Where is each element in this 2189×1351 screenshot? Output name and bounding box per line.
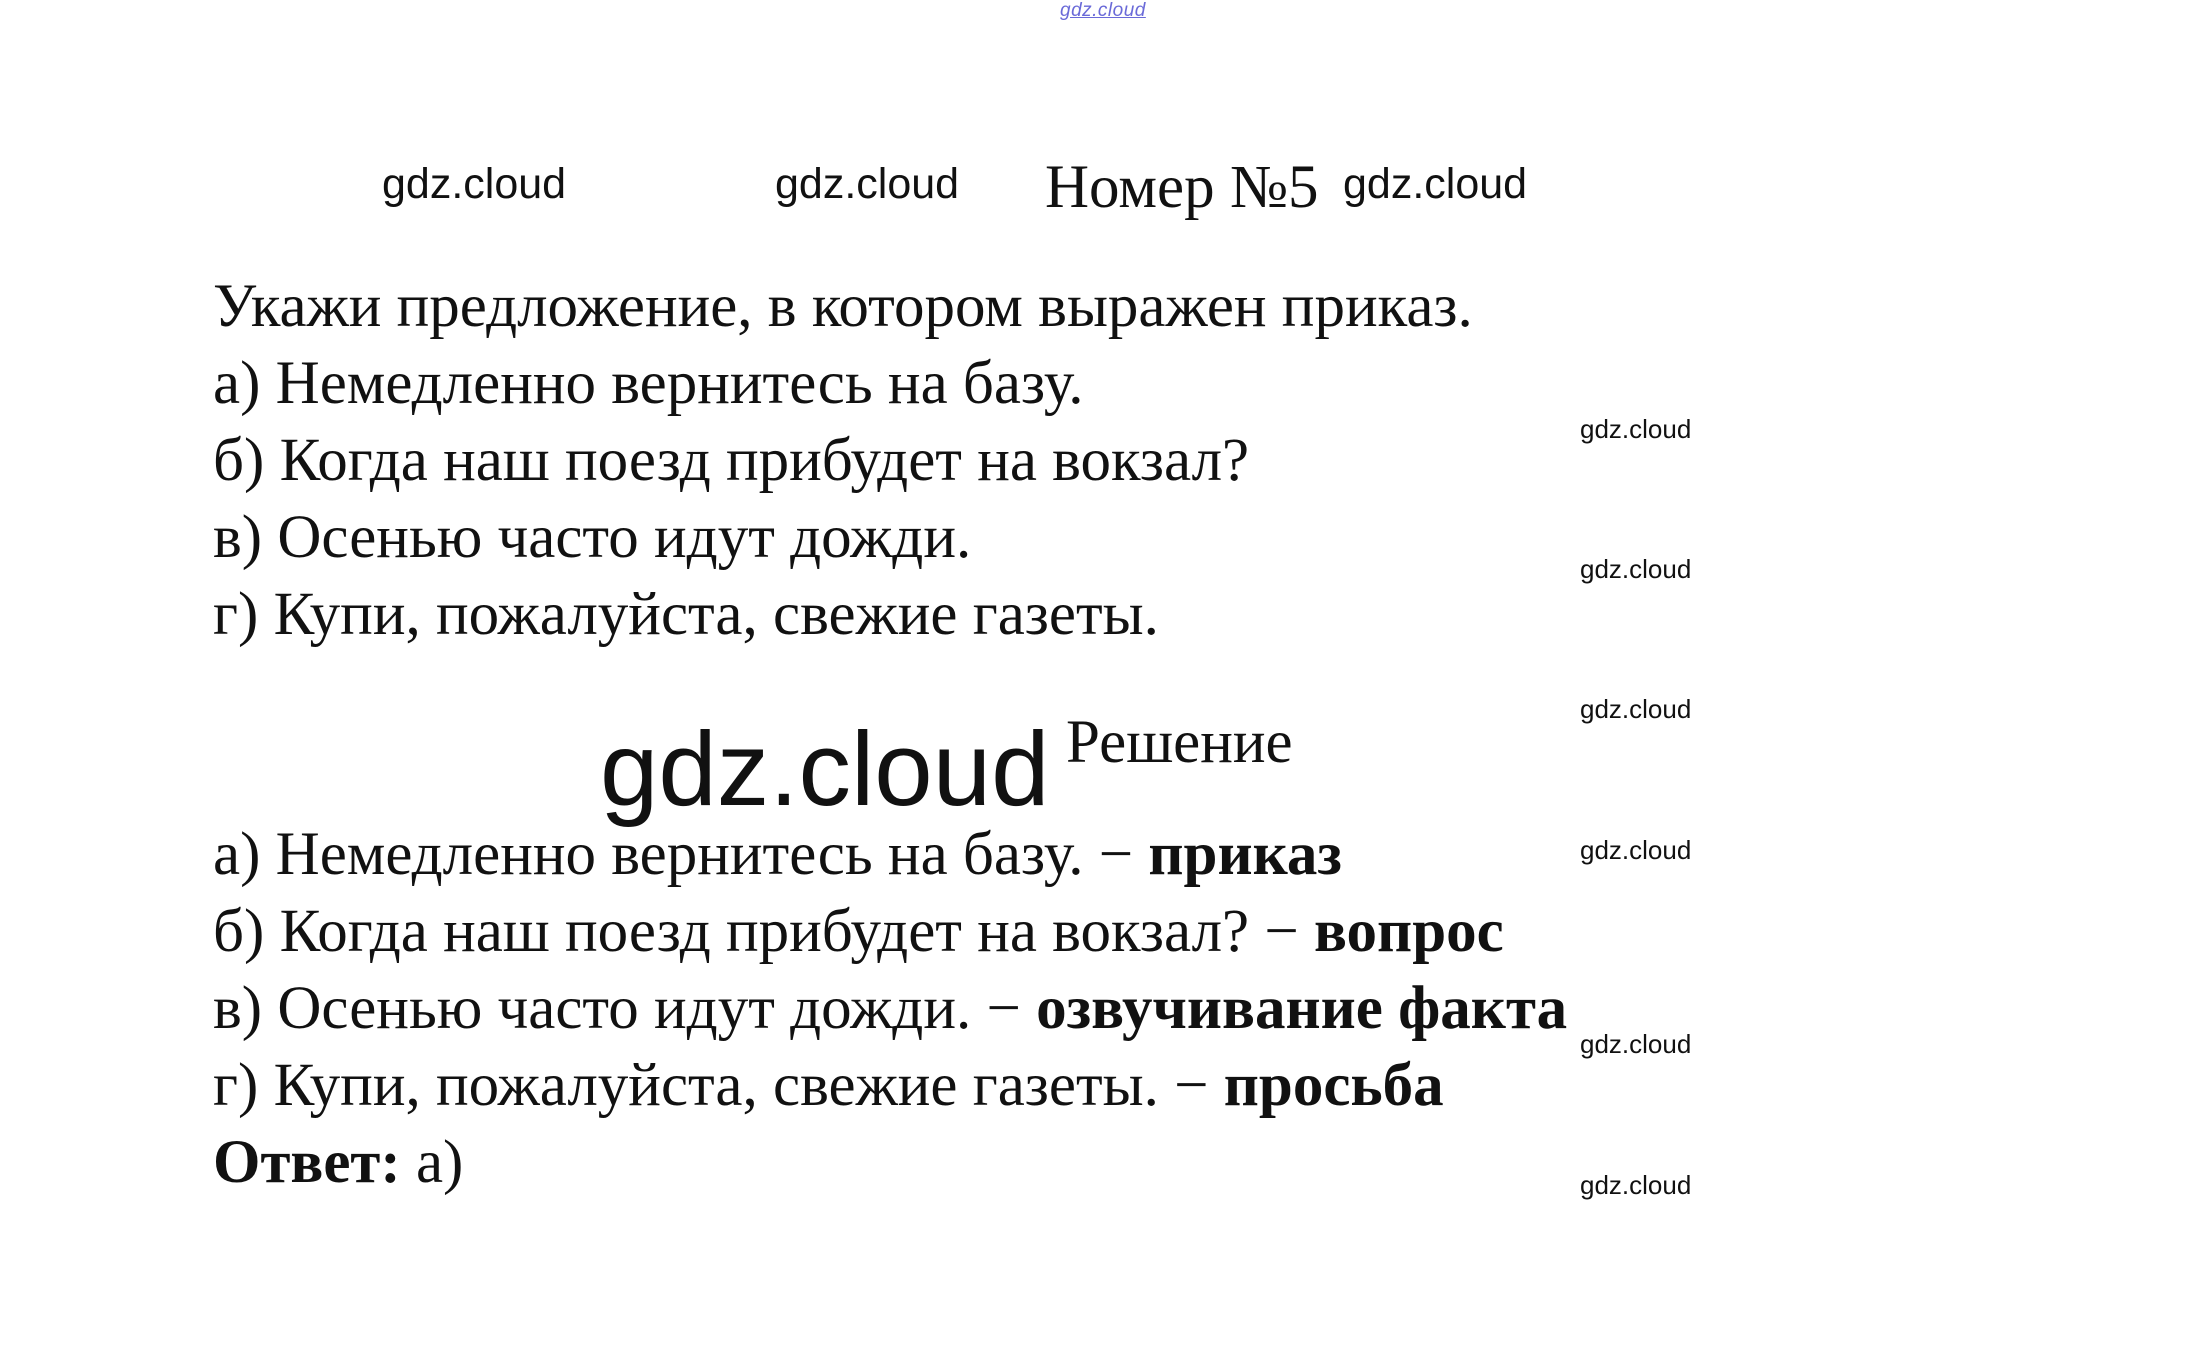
task-option-b: б) Когда наш поезд прибудет на вокзал? — [213, 427, 1250, 494]
watermark-big: gdz.cloud — [600, 711, 1050, 828]
solution-line-a — [213, 820, 1342, 890]
solution-text-c: в) Осенью часто идут дожди. − — [213, 975, 1037, 1042]
answer-line — [213, 1128, 463, 1198]
watermark-top: gdz.cloud — [1060, 0, 1146, 21]
solution-text-b: б) Когда наш поезд прибудет на вокзал? − — [213, 898, 1315, 965]
solution-label-d: просьба — [1223, 1052, 1444, 1119]
watermark-header-1: gdz.cloud — [382, 160, 567, 208]
watermark-side-2: gdz.cloud — [1580, 554, 1692, 584]
watermark-side-4: gdz.cloud — [1580, 835, 1692, 865]
task-option-d: г) Купи, пожалуйста, свежие газеты. — [213, 581, 1159, 648]
solution-line-b — [213, 897, 1504, 967]
solution-label-b: вопрос — [1314, 898, 1504, 965]
task-option-a: а) Немедленно вернитесь на базу. — [213, 350, 1084, 417]
solution-label-a: приказ — [1148, 821, 1342, 888]
watermark-side-6: gdz.cloud — [1580, 1170, 1692, 1200]
answer-value: а) — [400, 1129, 464, 1196]
watermark-side-5: gdz.cloud — [1580, 1029, 1692, 1059]
watermark-header-3: gdz.cloud — [1343, 160, 1528, 208]
watermark-header-2: gdz.cloud — [775, 160, 960, 208]
answer-label: Ответ: — [213, 1129, 401, 1196]
solution-line-c — [213, 974, 1567, 1044]
solution-text-a: а) Немедленно вернитесь на базу. − — [213, 821, 1149, 888]
task-question: Укажи предложение, в котором выражен приказ. — [213, 273, 1473, 340]
solution-text-d: г) Купи, пожалуйста, свежие газеты. − — [213, 1052, 1224, 1119]
watermark-side-1: gdz.cloud — [1580, 414, 1692, 444]
task-option-c: в) Осенью часто идут дожди. — [213, 504, 972, 571]
solution-label-c: озвучивание факта — [1036, 975, 1568, 1042]
page-title: Номер №5 — [1045, 154, 1319, 221]
watermark-side-3: gdz.cloud — [1580, 694, 1692, 724]
solution-title: Решение — [1066, 709, 1293, 776]
solution-line-d — [213, 1051, 1444, 1121]
